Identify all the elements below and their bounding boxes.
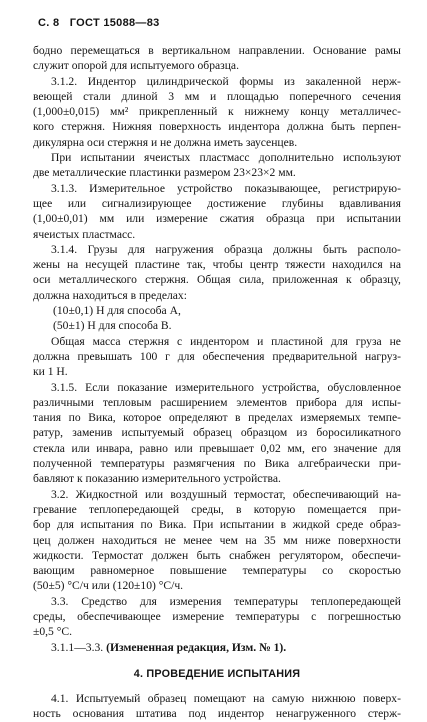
text-line: 3.1.5. Если показание измерительного устройства, обусловленное [51,380,401,394]
text-line: (50±1) Н для способа В. [53,319,172,333]
text-line: тания по Вика, которое определяют в пределах измеряемых темпе- [33,411,401,425]
text-line: ность основания штатива под индентор ненагруженного стерж- [33,707,401,721]
text-line: бавляют к показанию измерительного устройства. [33,472,281,486]
text-line: щее или сигнализирующее достижение глубины вдавливания [33,196,401,210]
text-line: бодно перемещаться в вертикальном направлении. Основание рамы [33,44,401,57]
text-line: оси металлического стержня. Общая сила, приложенная к образцу, [33,273,401,287]
text-line: (50±5) °С/ч или (120±10) °С/ч. [33,579,184,593]
text-line: стекла или инвара, равно или превышает 0,02 мм, его значение для [33,441,401,455]
document-body [33,43,401,722]
text-line: должна превышать 100 г для обеспечения предварительной нагруз- [33,349,401,363]
text-line: (1,00±0,01) мм или измерение сжатия образца при испытании [33,212,401,226]
section-title: 4. ПРОВЕДЕНИЕ ИСПЫТАНИЯ [133,667,301,680]
main-text [33,43,401,655]
page-label: С. 8 [38,17,60,29]
text-line: ратур, заменив испытуемый образец образцом из боросиликатного [33,426,401,440]
text-line: бор для испытания по Вика. При испытании в жидкой среде образ- [33,518,401,532]
text-line: (10±0,1) Н для способа А, [53,304,181,318]
section-text [33,691,401,722]
text-line: 3.1.1—3.3. (Измененная редакция, Изм. № 1). [51,640,287,654]
text-line: служит опорой для испытуемого образца. [33,59,239,73]
text-line: цец должен находиться не менее чем на 35 мм ниже поверхности [33,533,401,547]
text-line: 4.1. Испытуемый образец помещают на самую нижнюю поверх- [51,692,401,706]
text-line: должна находиться в пределах: [33,288,187,302]
text-line: различными тепловым расширением элементов прибора для испы- [33,395,401,409]
text-line: ячеистых пластмасс. [33,227,136,241]
text-line: 3.3. Средство для измерения температуры теплопередающей [51,594,401,608]
text-line: ки 1 Н. [33,365,68,379]
text-line: жидкости. Термостат должен быть снабжен регулятором, обеспечи- [33,548,401,562]
text-line: дикулярна оси стержня и не должна иметь заусенцев. [33,135,298,149]
text-line: (1,000±0,015) мм² прикрепленный к нижнему концу металличес- [33,105,401,119]
text-line: 3.2. Жидкостной или воздушный термостат, обеспечивающий на- [51,487,401,501]
text-line: ±0,5 °С. [33,625,73,639]
text-line: гревание теплопередающей среды, в которую помещается при- [33,502,401,516]
page-header [38,16,398,30]
standard-code: ГОСТ 15088—83 [69,17,160,29]
text-line: жены на несущей пластине так, чтобы центр тяжести находился на [33,258,401,272]
text-line: Общая масса стержня с индентором и пластиной для груза не [51,334,401,348]
text-line: 3.1.2. Индентор цилиндрической формы из закаленной нерж- [51,74,401,88]
text-line: 3.1.4. Грузы для нагружения образца должны быть располо- [51,242,401,256]
text-line: веющей стали длиной 3 мм и площадью поперечного сечения [33,89,401,103]
text-line: две металлические пластинки размером 23×23×2 мм. [33,166,296,180]
text-line: 3.1.3. Измерительное устройство показывающее, регистрирую- [51,181,401,195]
text-line: При испытании ячеистых пластмасс дополнительно используют [51,151,401,165]
text-line: полученной температуры размягчения по Вика алгебраически при- [33,457,401,471]
text-line: среды, обеспечивающее измерение температуры с погрешностью [33,609,401,623]
text-line: вающим равномерное повышение температуры со скоростью [33,564,401,578]
text-line: кого стержня. Нижняя поверхность индентора должна быть перпен- [33,120,401,134]
